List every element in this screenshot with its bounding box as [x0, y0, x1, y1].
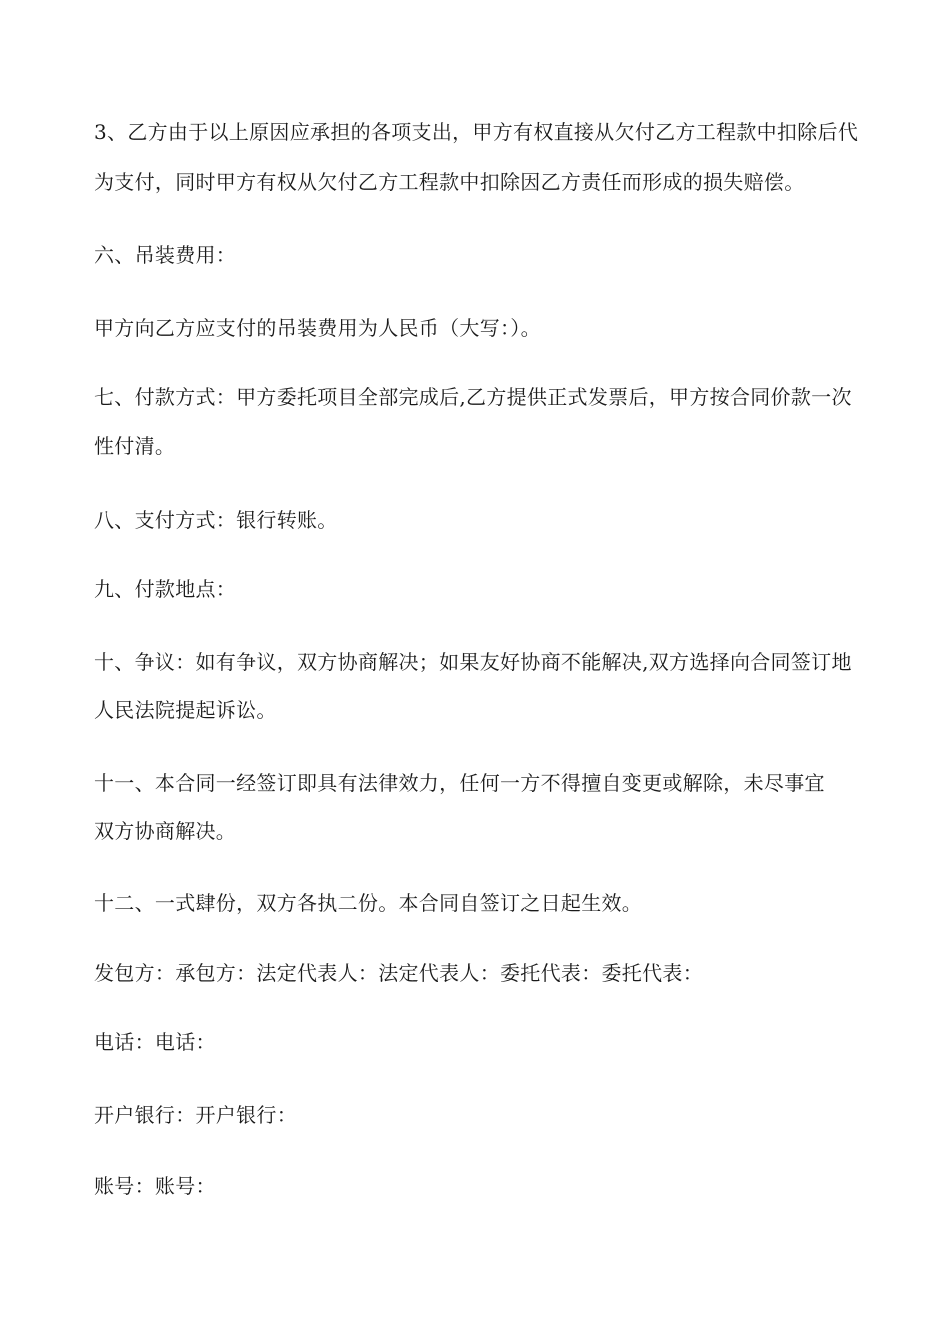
section-6-body: 甲方向乙方应支付的吊装费用为人民币（大写：）。 [94, 316, 541, 340]
clause-3-line-1: 3、乙方由于以上原因应承担的各项支出，甲方有权直接从欠付乙方工程款中扣除后代 [94, 120, 859, 144]
account-line: 账号：账号： [94, 1174, 216, 1198]
phone-line: 电话：电话： [94, 1030, 216, 1054]
clause-3-line-2: 为支付，同时甲方有权从欠付乙方工程款中扣除因乙方责任而形成的损失赔偿。 [94, 170, 805, 194]
section-12: 十二、一式肆份，双方各执二份。本合同自签订之日起生效。 [94, 891, 643, 915]
section-11-line-2: 双方协商解决。 [94, 819, 237, 843]
section-8: 八、支付方式：银行转账。 [94, 508, 338, 532]
section-9: 九、付款地点： [94, 577, 237, 601]
section-7-line-1: 七、付款方式：甲方委托项目全部完成后,乙方提供正式发票后，甲方按合同价款一次 [94, 385, 852, 409]
section-7-line-2: 性付清。 [94, 434, 176, 458]
section-10-line-2: 人民法院提起诉讼。 [94, 698, 277, 722]
bank-line: 开户银行：开户银行： [94, 1103, 297, 1127]
signatories-line: 发包方：承包方：法定代表人：法定代表人：委托代表：委托代表： [94, 961, 703, 985]
section-10-line-1: 十、争议：如有争议，双方协商解决；如果友好协商不能解决,双方选择向合同签订地 [94, 650, 852, 674]
section-11-line-1: 十一、本合同一经签订即具有法律效力，任何一方不得擅自变更或解除，未尽事宜 [94, 771, 825, 795]
section-6-heading: 六、吊装费用： [94, 243, 237, 267]
